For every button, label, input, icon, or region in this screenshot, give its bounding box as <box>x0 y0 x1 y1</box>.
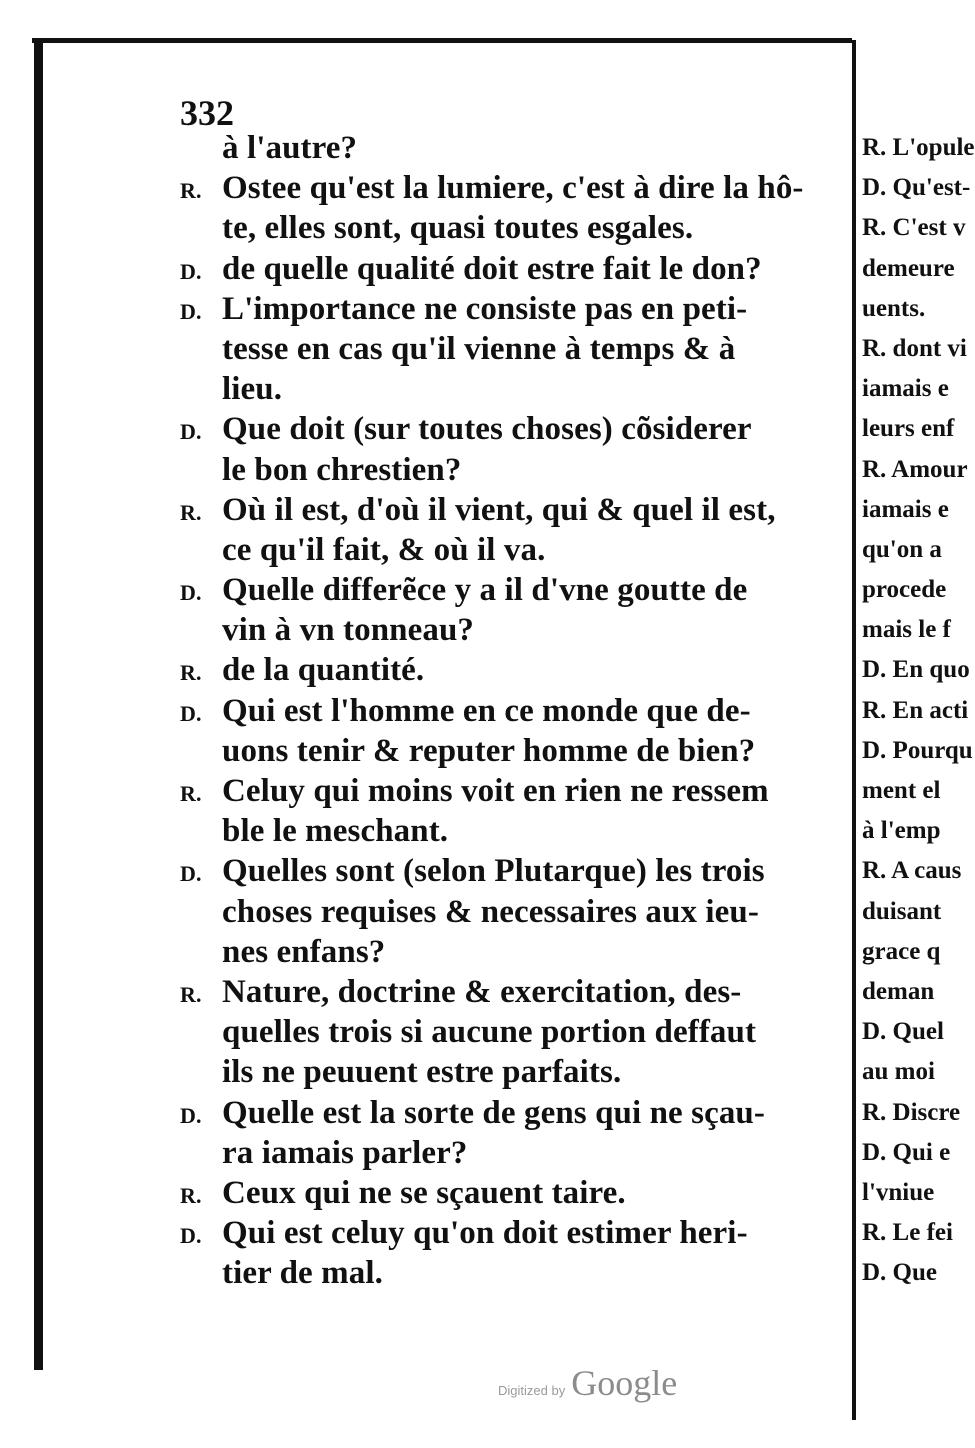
line-text: quelles trois si aucune portion deffaut <box>222 1014 757 1051</box>
line-text: Celuy qui moins voit en rien ne ressem <box>222 773 769 809</box>
facing-page-line: R. Discre <box>862 1098 961 1126</box>
line-text: uons tenir & reputer homme de bien? <box>222 732 756 769</box>
line-text: ble le meschant. <box>222 813 449 850</box>
line-text: Que doit (sur toutes choses) cõsiderer <box>222 411 752 448</box>
text-line <box>180 1253 820 1293</box>
text-line <box>180 1173 820 1213</box>
speaker-marker: R. <box>180 660 202 686</box>
text-line <box>180 570 820 610</box>
facing-page-line: qu'on a <box>862 535 942 563</box>
facing-page-line: R. C'est v <box>862 214 966 242</box>
line-text: vin à vn tonneau? <box>222 612 475 649</box>
line-text: à l'autre? <box>222 130 358 166</box>
text-line <box>180 892 820 932</box>
text-line <box>180 530 820 570</box>
speaker-marker: R. <box>180 781 202 806</box>
top-rule <box>32 38 852 43</box>
facing-page-line: l'vniue <box>862 1178 935 1206</box>
main-text-block <box>180 128 820 1293</box>
digitization-credit <box>498 1362 677 1404</box>
text-line <box>180 1213 820 1253</box>
facing-page-line: uents. <box>862 294 926 322</box>
speaker-marker: D. <box>180 1102 202 1128</box>
facing-page-line: R. En acti <box>862 696 969 724</box>
facing-page-line: R. Amour <box>862 455 968 483</box>
text-line <box>180 369 820 409</box>
text-line <box>180 208 820 248</box>
text-line <box>180 610 820 650</box>
facing-page-line: R. L'opule <box>862 134 975 161</box>
facing-page-line: D. Que <box>862 1259 937 1287</box>
line-text: Ceux qui ne se sçauent taire. <box>222 1174 626 1211</box>
speaker-marker: R. <box>180 178 202 204</box>
text-line <box>180 1012 820 1052</box>
facing-page-line: iamais e <box>862 375 949 403</box>
text-line <box>180 450 820 490</box>
speaker-marker: D. <box>180 861 202 887</box>
text-line <box>180 1052 820 1092</box>
facing-page-line: D. Qu'est- <box>862 174 971 202</box>
line-text: tier de mal. <box>222 1255 383 1292</box>
page-number: 332 <box>180 93 234 133</box>
line-text: ils ne peuuent estre parfaits. <box>222 1054 622 1091</box>
line-text: Quelle differẽce y a il d'vne goutte de <box>222 572 748 609</box>
facing-page-line: D. Pourqu <box>862 736 973 764</box>
text-line <box>180 811 820 851</box>
speaker-marker: D. <box>180 298 202 324</box>
text-line <box>180 168 820 208</box>
facing-page-line: demeure <box>862 254 955 282</box>
facing-page-line: D. Quel <box>862 1018 944 1046</box>
line-text: Nature, doctrine & exercitation, des- <box>222 973 742 1010</box>
speaker-marker: R. <box>180 981 202 1007</box>
left-page-edge <box>34 40 43 1370</box>
text-line <box>180 409 820 449</box>
line-text: Quelles sont (selon Plutarque) les trois <box>222 853 765 890</box>
text-line <box>180 851 820 891</box>
line-text: nes enfans? <box>222 933 386 970</box>
facing-page-line: D. Qui e <box>862 1138 951 1166</box>
facing-page-line: D. En quo <box>862 656 970 684</box>
text-line <box>180 490 820 530</box>
line-text: Quelle est la sorte de gens qui ne sçau- <box>222 1094 765 1131</box>
speaker-marker: R. <box>180 499 202 525</box>
text-line <box>180 128 820 168</box>
text-line <box>180 329 820 369</box>
facing-page-line: procede <box>862 576 947 604</box>
facing-page-line: R. Le fei <box>862 1219 953 1247</box>
line-text: choses requises & necessaires aux ieu- <box>222 893 759 930</box>
gutter-divider <box>852 40 856 1420</box>
text-line <box>180 932 820 972</box>
line-text: Qui est l'homme en ce monde que de- <box>222 692 751 729</box>
line-text: L'importance ne consiste pas en peti- <box>222 290 748 327</box>
facing-page-fragment <box>862 128 975 1293</box>
text-line <box>180 771 820 811</box>
line-text: Ostee qu'est la lumiere, c'est à dire la hô- <box>222 170 804 207</box>
text-line <box>180 691 820 731</box>
text-line <box>180 731 820 771</box>
line-text: ra iamais parler? <box>222 1134 468 1171</box>
speaker-marker: D. <box>180 419 202 445</box>
text-line <box>180 1133 820 1173</box>
facing-page-line: deman <box>862 977 935 1005</box>
line-text: de la quantité. <box>222 652 425 689</box>
line-text: te, elles sont, quasi toutes esgales. <box>222 210 694 247</box>
facing-page-line: R. A caus <box>862 857 962 885</box>
facing-page-line: grace q <box>862 937 941 965</box>
speaker-marker: D. <box>180 580 202 606</box>
facing-page-line: R. dont vi <box>862 334 967 362</box>
line-text: de quelle qualité doit estre fait le don? <box>222 250 762 287</box>
line-text: tesse en cas qu'il vienne à temps & à <box>222 330 736 367</box>
facing-page-line: iamais e <box>862 495 949 523</box>
facing-page-line: duisant <box>862 897 942 925</box>
text-line <box>180 249 820 289</box>
line-text: ce qu'il fait, & où il va. <box>222 531 546 568</box>
speaker-marker: R. <box>180 1182 202 1208</box>
line-text: le bon chrestien? <box>222 451 462 488</box>
digitized-by-label: Digitized by <box>498 1383 566 1398</box>
line-text: lieu. <box>222 371 283 408</box>
text-line <box>180 1093 820 1133</box>
facing-page-line: à l'emp <box>862 817 941 845</box>
speaker-marker: D. <box>180 700 202 726</box>
text-line <box>180 289 820 329</box>
text-line <box>180 650 820 690</box>
speaker-marker: D. <box>180 258 202 284</box>
facing-page-line: leurs enf <box>862 415 955 443</box>
line-text: Qui est celuy qu'on doit estimer heri- <box>222 1215 748 1252</box>
facing-page-line: au moi <box>862 1058 935 1086</box>
line-text: Où il est, d'où il vient, qui & quel il est, <box>222 491 776 528</box>
text-line <box>180 972 820 1012</box>
facing-page-line: ment el <box>862 777 941 804</box>
facing-page-line: mais le f <box>862 616 951 644</box>
google-wordmark: Google <box>571 1363 678 1403</box>
speaker-marker: D. <box>180 1223 202 1249</box>
